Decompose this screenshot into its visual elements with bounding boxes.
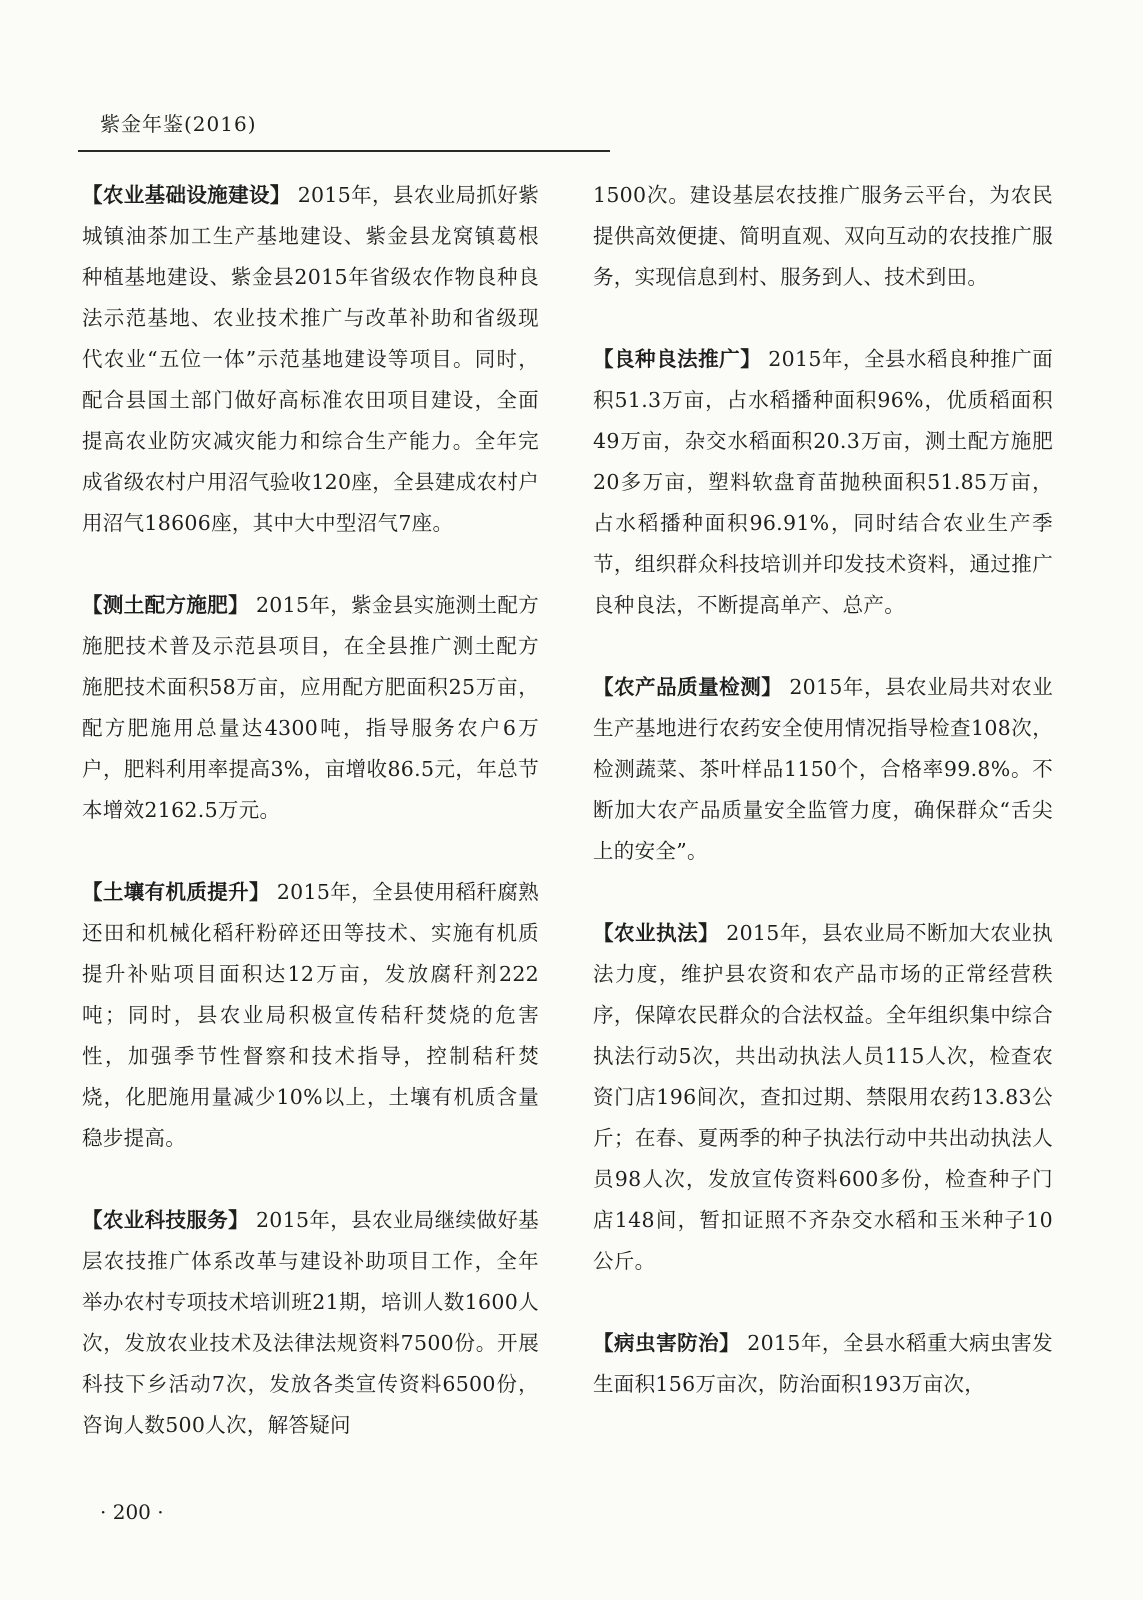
running-header: 紫金年鉴(2016) bbox=[100, 112, 257, 136]
section-body: 2015年，县农业局不断加大农业执法力度，维护县农资和农产品市场的正常经营秩序，保障农民群众的合法权益。全年组织集中综合执法行动5次，共出动执法人员115人次，检查农资门店196间次，查扣过期、禁限用农药13.83公斤；在春、夏两季的种子执法行动中共出动执法人员98人次，发放宣传资料600多份，检查种子门店148间，暂扣证照不齐杂交水稻和玉米种子10公斤。 bbox=[593, 921, 1053, 1273]
section-heading: 【土壤有机质提升】 bbox=[82, 880, 270, 904]
section-agri-tech-service bbox=[82, 1200, 539, 1446]
section-soil-organic-matter bbox=[82, 872, 539, 1159]
page-number: · 200 · bbox=[100, 1500, 164, 1524]
section-heading: 【病虫害防治】 bbox=[593, 1331, 741, 1355]
section-heading: 【农业基础设施建设】 bbox=[82, 183, 291, 207]
section-continuation bbox=[593, 175, 1053, 298]
section-body: 1500次。建设基层农技推广服务云平台，为农民提供高效便捷、简明直观、双向互动的农技推广服务，实现信息到村、服务到人、技术到田。 bbox=[593, 183, 1053, 289]
section-body: 2015年，县农业局共对农业生产基地进行农药安全使用情况指导检查108次，检测蔬菜、茶叶样品1150个，合格率99.8%。不断加大农产品质量安全监管力度，确保群众“舌尖上的安全”。 bbox=[593, 675, 1053, 863]
section-seed-promotion bbox=[593, 339, 1053, 626]
section-heading: 【良种良法推广】 bbox=[593, 347, 762, 371]
section-body: 2015年，县农业局继续做好基层农技推广体系改革与建设补助项目工作，全年举办农村专项技术培训班21期，培训人数1600人次，发放农业技术及法律法规资料7500份。开展科技下乡活动7次，发放各类宣传资料6500份，咨询人数500人次，解答疑问 bbox=[82, 1208, 539, 1437]
section-soil-testing-fertilization bbox=[82, 585, 539, 831]
section-product-quality bbox=[593, 667, 1053, 872]
section-heading: 【农产品质量检测】 bbox=[593, 675, 783, 699]
section-heading: 【农业执法】 bbox=[593, 921, 720, 945]
header-rule bbox=[78, 150, 610, 152]
section-pest-control bbox=[593, 1323, 1053, 1405]
section-heading: 【农业科技服务】 bbox=[82, 1208, 250, 1232]
right-column bbox=[593, 175, 1053, 1446]
section-infrastructure bbox=[82, 175, 539, 544]
section-law-enforcement bbox=[593, 913, 1053, 1282]
section-heading: 【测土配方施肥】 bbox=[82, 593, 250, 617]
section-body: 2015年，紫金县实施测土配方施肥技术普及示范县项目，在全县推广测土配方施肥技术面积58万亩，应用配方肥面积25万亩，配方肥施用总量达4300吨，指导服务农户6万户，肥料利用率提高3%，亩增收86.5元，年总节本增效2162.5万元。 bbox=[82, 593, 539, 822]
left-column bbox=[82, 175, 539, 1487]
section-body: 2015年，全县水稻良种推广面积51.3万亩，占水稻播种面积96%，优质稻面积49万亩，杂交水稻面积20.3万亩，测土配方施肥20多万亩，塑料软盘育苗抛秧面积51.85万亩，占水稻播种面积96.91%，同时结合农业生产季节，组织群众科技培训并印发技术资料，通过推广良种良法，不断提高单产、总产。 bbox=[593, 347, 1053, 617]
section-body: 2015年，全县使用稻秆腐熟还田和机械化稻秆粉碎还田等技术、实施有机质提升补贴项目面积达12万亩，发放腐秆剂222吨；同时，县农业局积极宣传秸秆焚烧的危害性，加强季节性督察和技术指导，控制秸秆焚烧，化肥施用量减少10%以上，土壤有机质含量稳步提高。 bbox=[82, 880, 539, 1150]
section-body: 2015年，县农业局抓好紫城镇油茶加工生产基地建设、紫金县龙窝镇葛根种植基地建设、紫金县2015年省级农作物良种良法示范基地、农业技术推广与改革补助和省级现代农业“五位一体”示范基地建设等项目。同时，配合县国土部门做好高标准农田项目建设，全面提高农业防灾减灾能力和综合生产能力。全年完成省级农村户用沼气验收120座，全县建成农村户用沼气18606座，其中大中型沼气7座。 bbox=[82, 183, 539, 535]
section-body: 2015年，全县水稻重大病虫害发生面积156万亩次，防治面积193万亩次， bbox=[593, 1331, 1053, 1396]
